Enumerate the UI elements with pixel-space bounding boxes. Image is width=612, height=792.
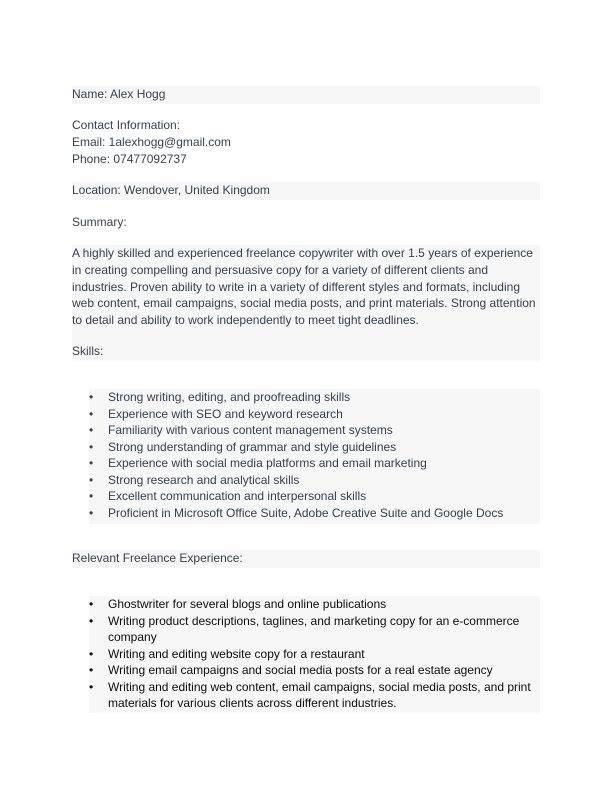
bullet-icon: • bbox=[89, 597, 94, 611]
skill-text: Excellent communication and interpersonal skills bbox=[108, 489, 367, 503]
skill-text: Experience with social media platforms and email marketing bbox=[108, 456, 427, 470]
skill-item bbox=[89, 439, 540, 456]
skills-list bbox=[89, 389, 540, 524]
contact-email: Email: 1alexhogg@gmail.com bbox=[72, 135, 231, 149]
experience-item bbox=[89, 613, 540, 646]
summary-section bbox=[72, 245, 540, 361]
bullet-icon: • bbox=[89, 489, 94, 503]
skill-item bbox=[89, 472, 540, 489]
bullet-icon: • bbox=[89, 472, 94, 487]
contact-phone: Phone: 07477092737 bbox=[72, 152, 187, 166]
location-line bbox=[72, 182, 540, 200]
bullet-icon: • bbox=[89, 646, 94, 661]
skill-text: Experience with SEO and keyword research bbox=[108, 406, 343, 421]
experience-text: Writing product descriptions, taglines, and marketing copy for an e-commerce company bbox=[108, 613, 520, 644]
bullet-icon: • bbox=[89, 390, 94, 404]
skill-item bbox=[89, 455, 540, 472]
skill-item bbox=[89, 422, 540, 439]
name-line bbox=[72, 86, 540, 104]
summary-text: A highly skilled and experienced freelance copywriter with over 1.5 years of experience in creating compelling and persuasive copy for a variety of different clients and industries. Proven ability to write in a variety of different styles and formats, including web content, email campaigns, social media posts, and print materials. Strong attention to detail and ability to work independently to meet tight deadlines. bbox=[72, 246, 536, 328]
experience-item bbox=[89, 596, 540, 613]
skill-item bbox=[89, 505, 540, 522]
summary-heading-text: Summary: bbox=[72, 215, 127, 229]
experience-item bbox=[89, 662, 540, 679]
bullet-icon: • bbox=[89, 679, 94, 694]
skill-text: Strong research and analytical skills bbox=[108, 472, 300, 487]
bullet-icon: • bbox=[89, 456, 94, 470]
skill-text: Familiarity with various content management systems bbox=[108, 423, 393, 437]
experience-text: Writing and editing web content, email campaigns, social media posts, and print materials for various clients across different industries. bbox=[108, 679, 531, 710]
bullet-icon: • bbox=[89, 505, 94, 520]
experience-item bbox=[89, 646, 540, 663]
skill-item bbox=[89, 488, 540, 505]
experience-list bbox=[89, 596, 540, 713]
experience-text: Ghostwriter for several blogs and online publications bbox=[108, 597, 387, 611]
bullet-icon: • bbox=[89, 663, 94, 677]
contact-heading: Contact Information: bbox=[72, 118, 181, 132]
contact-section bbox=[72, 117, 540, 168]
experience-text: Writing and editing website copy for a restaurant bbox=[108, 646, 365, 661]
location-text: Location: Wendover, United Kingdom bbox=[72, 183, 270, 197]
skill-item bbox=[89, 406, 540, 423]
experience-heading bbox=[72, 550, 540, 568]
experience-heading-text: Relevant Freelance Experience: bbox=[72, 551, 243, 565]
skill-text: Strong writing, editing, and proofreading skills bbox=[108, 390, 351, 404]
bullet-icon: • bbox=[89, 613, 94, 628]
bullet-icon: • bbox=[89, 423, 94, 437]
summary-heading bbox=[72, 214, 540, 231]
bullet-icon: • bbox=[89, 439, 94, 454]
skill-item bbox=[89, 389, 540, 406]
skills-heading: Skills: bbox=[72, 343, 104, 358]
name-text: Name: Alex Hogg bbox=[72, 87, 166, 101]
experience-item bbox=[89, 679, 540, 712]
skill-text: Proficient in Microsoft Office Suite, Adobe Creative Suite and Google Docs bbox=[108, 505, 504, 520]
bullet-icon: • bbox=[89, 406, 94, 421]
experience-text: Writing email campaigns and social media posts for a real estate agency bbox=[108, 663, 493, 677]
skill-text: Strong understanding of grammar and style guidelines bbox=[108, 439, 397, 454]
